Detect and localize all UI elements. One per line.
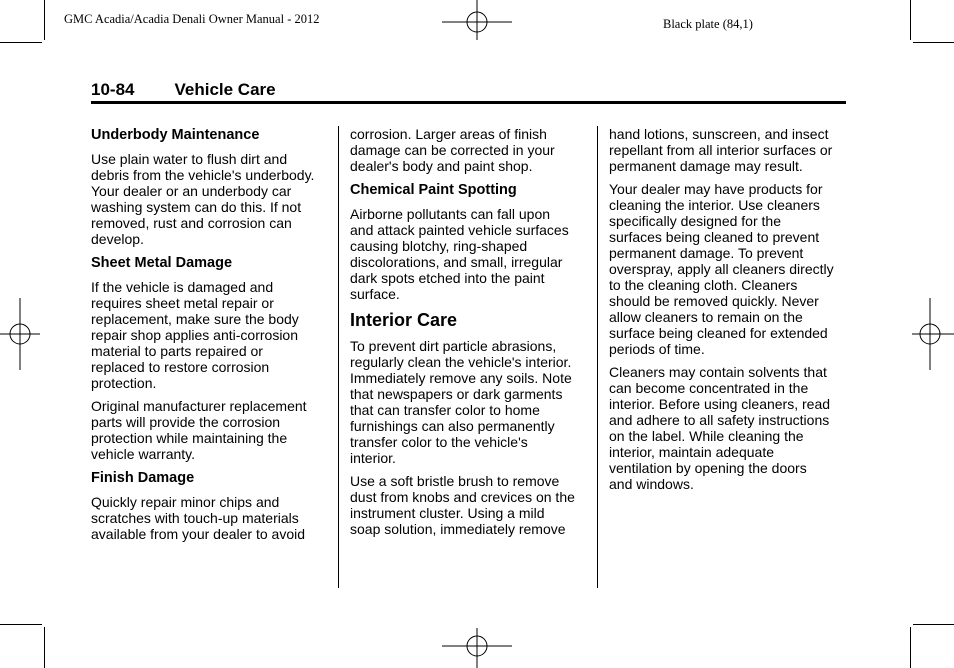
body-paragraph [91, 151, 327, 247]
text-line: instrument cluster. Using a mild [350, 505, 545, 521]
text-line: interior. Before using cleaners, read [609, 396, 831, 412]
text-line: cleaning the interior. Use cleaners [609, 197, 820, 213]
section-heading: Interior Care [350, 310, 458, 330]
registration-mark-bottom [442, 628, 512, 668]
text-line: available from your dealer to avoid [91, 526, 306, 542]
text-line: scratches with touch-up materials [91, 510, 299, 526]
text-line: surfaces being cleaned to prevent [609, 229, 820, 245]
text-line: allow cleaners to remain on the [609, 309, 803, 325]
body-paragraph [350, 206, 586, 302]
text-line: overspray, apply all cleaners directly [609, 261, 834, 277]
registration-mark-right [912, 298, 954, 370]
body-paragraph [91, 279, 327, 391]
text-line: discolorations, and small, irregular [350, 254, 563, 270]
text-line: specifically designed for the [609, 213, 781, 229]
column-divider [338, 126, 339, 588]
text-line: regularly clean the vehicle's interior. [350, 354, 572, 370]
text-line: develop. [91, 231, 144, 247]
text-line: corrosion. Larger areas of finish [350, 126, 547, 142]
text-line: soap solution, immediately remove [350, 521, 566, 537]
text-line: Your dealer or an underbody car [91, 183, 292, 199]
text-line: causing blotchy, ring-shaped [350, 238, 528, 254]
text-line: should be removed quickly. Never [609, 293, 819, 309]
plate-slug: Black plate (84,1) [663, 17, 753, 31]
text-line: protection while maintaining the [91, 430, 288, 446]
text-line: interior, maintain adequate [609, 444, 774, 460]
text-column-3 [609, 126, 845, 499]
text-line: requires sheet metal repair or [91, 295, 274, 311]
text-line: Quickly repair minor chips and [91, 494, 280, 510]
body-paragraph [350, 338, 586, 466]
text-line: can become concentrated in the [609, 380, 809, 396]
text-line: Cleaners may contain solvents that [609, 364, 827, 380]
text-line: material to parts repaired or [91, 343, 263, 359]
text-line: on the label. While cleaning the [609, 428, 804, 444]
text-column-2 [350, 126, 586, 544]
running-header [91, 80, 276, 100]
text-line: interior. [350, 450, 396, 466]
text-line: Use plain water to flush dirt and [91, 151, 288, 167]
text-line: permanent damage. To prevent [609, 245, 804, 261]
text-line: surface. [350, 286, 400, 302]
text-line: removed, rust and corrosion can [91, 215, 292, 231]
text-line: repellant from all interior surfaces or [609, 142, 833, 158]
body-paragraph [609, 126, 845, 174]
text-line: replaced to restore corrosion [91, 359, 270, 375]
text-line: Immediately remove any soils. Note [350, 370, 572, 386]
text-line: dark spots etched into the paint [350, 270, 545, 286]
body-paragraph [609, 364, 845, 492]
text-column-1 [91, 126, 327, 549]
text-line: permanent damage may result. [609, 158, 803, 174]
text-line: debris from the vehicle's underbody. [91, 167, 315, 183]
text-line: To prevent dirt particle abrasions, [350, 338, 557, 354]
text-line: replacement, make sure the body [91, 311, 299, 327]
registration-mark-left [0, 298, 40, 370]
manual-title-slug: GMC Acadia/Acadia Denali Owner Manual - 2012 [64, 12, 320, 26]
body-paragraph [350, 126, 586, 174]
text-line: protection. [91, 375, 157, 391]
subsection-heading: Sheet Metal Damage [91, 255, 233, 271]
text-line: transfer color to the vehicle's [350, 434, 528, 450]
subsection-heading: Finish Damage [91, 470, 195, 486]
text-line: ventilation by opening the doors [609, 460, 807, 476]
text-line: Use a soft bristle brush to remove [350, 473, 560, 489]
text-line: Airborne pollutants can fall upon [350, 206, 551, 222]
text-line: damage can be corrected in your [350, 142, 555, 158]
text-line: that newspapers or dark garments [350, 386, 563, 402]
text-line: vehicle warranty. [91, 446, 196, 462]
text-line: to the cleaning cloth. Cleaners [609, 277, 798, 293]
body-paragraph [609, 181, 845, 357]
text-line: and adhere to all safety instructions [609, 412, 830, 428]
text-line: dealer's body and paint shop. [350, 158, 533, 174]
section-title: Vehicle Care [174, 80, 276, 99]
text-line: parts will provide the corrosion [91, 414, 281, 430]
text-line: If the vehicle is damaged and [91, 279, 274, 295]
text-line: and windows. [609, 476, 694, 492]
text-line: periods of time. [609, 341, 705, 357]
registration-mark-top [442, 0, 512, 40]
text-line: Original manufacturer replacement [91, 398, 307, 414]
text-line: dust from knobs and crevices on the [350, 489, 575, 505]
text-line: that can transfer color to home [350, 402, 540, 418]
text-line: washing system can do this. If not [91, 199, 302, 215]
header-rule [91, 101, 846, 104]
subsection-heading: Chemical Paint Spotting [350, 182, 517, 198]
subsection-heading: Underbody Maintenance [91, 127, 260, 143]
text-line: Your dealer may have products for [609, 181, 823, 197]
body-paragraph [350, 473, 586, 537]
page-number: 10-84 [91, 80, 135, 99]
body-paragraph [91, 494, 327, 542]
text-line: and attack painted vehicle surfaces [350, 222, 569, 238]
text-line: furnishings can also permanently [350, 418, 555, 434]
text-line: surface being cleaned for extended [609, 325, 828, 341]
text-line: hand lotions, sunscreen, and insect [609, 126, 829, 142]
column-divider [597, 126, 598, 588]
body-paragraph [91, 398, 327, 462]
text-line: repair shop applies anti-corrosion [91, 327, 298, 343]
